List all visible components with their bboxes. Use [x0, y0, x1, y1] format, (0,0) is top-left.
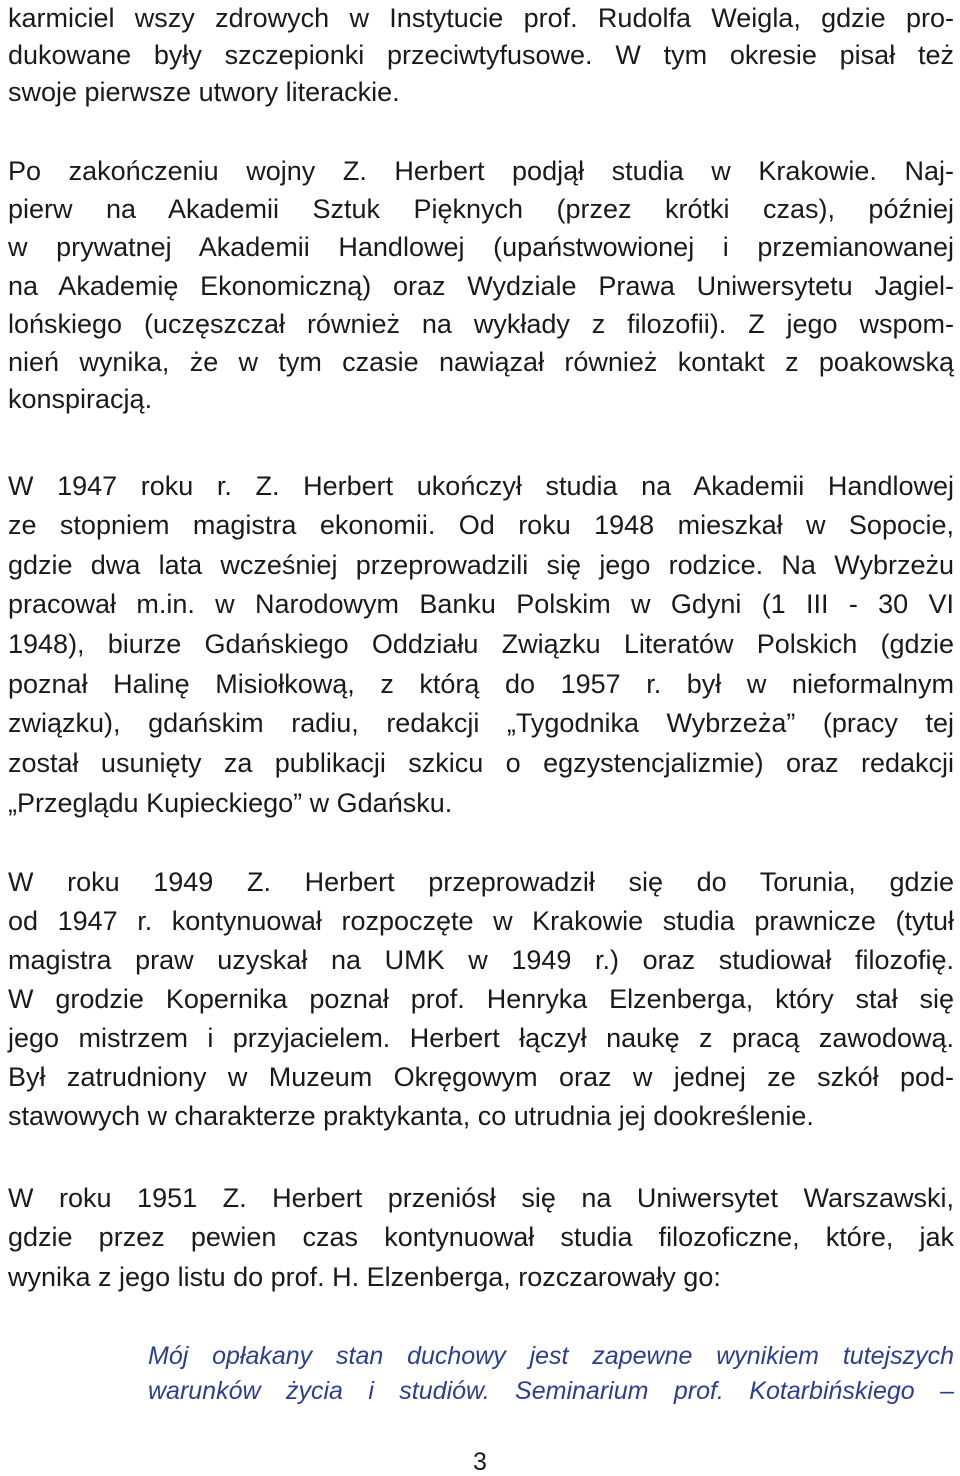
- text-line: na Akademię Ekonomiczną) oraz Wydziale Prawa Uniwersytetu Jagiel-: [8, 271, 954, 301]
- text-line: gdzie dwa lata wcześniej przeprowadzili się jego rodzice. Na Wybrzeżu: [8, 550, 954, 580]
- text-line: wynika z jego listu do prof. H. Elzenberga, rozczarowały go:: [8, 1262, 721, 1292]
- text-line: pierw na Akademii Sztuk Pięknych (przez krótki czas), później: [8, 194, 954, 224]
- text-line: W roku 1951 Z. Herbert przeniósł się na Uniwersytet Warszawski,: [8, 1183, 954, 1213]
- text-line: ze stopniem magistra ekonomii. Od roku 1948 mieszkał w Sopocie,: [8, 510, 954, 540]
- text-line: lońskiego (uczęszczał również na wykłady z filozofii). Z jego wspom-: [8, 309, 954, 339]
- text-line: 1948), biurze Gdańskiego Oddziału Związku Literatów Polskich (gdzie: [8, 629, 954, 659]
- text-line: konspiracją.: [8, 384, 153, 414]
- text-line: od 1947 r. kontynuował rozpoczęte w Krakowie studia prawnicze (tytuł: [8, 906, 954, 936]
- text-line: magistra praw uzyskał na UMK w 1949 r.) oraz studiował filozofię.: [8, 945, 954, 975]
- text-line: gdzie przez pewien czas kontynuował studia filozoficzne, które, jak: [8, 1222, 954, 1252]
- page-number: 3: [473, 1448, 487, 1476]
- text-line: związku), gdańskim radiu, redakcji „Tygodnika Wybrzeża” (pracy tej: [8, 708, 954, 738]
- text-line: Po zakończeniu wojny Z. Herbert podjął studia w Krakowie. Naj-: [8, 156, 954, 186]
- text-line: nień wynika, że w tym czasie nawiązał również kontakt z poakowską: [8, 347, 954, 377]
- text-line: stawowych w charakterze praktykanta, co utrudnia jej dookreślenie.: [8, 1101, 814, 1131]
- text-line: w prywatnej Akademii Handlowej (upaństwowionej i przemianowanej: [8, 232, 954, 262]
- text-line: jego mistrzem i przyjacielem. Herbert łączył naukę z pracą zawodową.: [8, 1023, 954, 1053]
- text-line: W grodzie Kopernika poznał prof. Henryka Elzenberga, który stał się: [8, 984, 954, 1014]
- text-line: dukowane były szczepionki przeciwtyfusowe. W tym okresie pisał też: [8, 40, 954, 70]
- text-line: karmiciel wszy zdrowych w Instytucie prof. Rudolfa Weigla, gdzie pro-: [8, 3, 954, 33]
- quote-line: Mój opłakany stan duchowy jest zapewne wynikiem tutejszych: [148, 1342, 954, 1370]
- text-line: „Przeglądu Kupieckiego” w Gdańsku.: [8, 788, 453, 818]
- text-line: W roku 1949 Z. Herbert przeprowadził się do Torunia, gdzie: [8, 867, 954, 897]
- quote-line: warunków życia i studiów. Seminarium prof. Kotarbińskiego –: [148, 1377, 954, 1405]
- text-line: swoje pierwsze utwory literackie.: [8, 77, 400, 107]
- text-line: Był zatrudniony w Muzeum Okręgowym oraz w jednej ze szkół pod-: [8, 1062, 954, 1092]
- text-line: pracował m.in. w Narodowym Banku Polskim w Gdyni (1 III - 30 VI: [8, 589, 954, 619]
- text-line: W 1947 roku r. Z. Herbert ukończył studia na Akademii Handlowej: [8, 471, 954, 501]
- text-line: poznał Halinę Misiołkową, z którą do 1957 r. był w nieformalnym: [8, 669, 954, 699]
- text-line: został usunięty za publikacji szkicu o egzystencjalizmie) oraz redakcji: [8, 748, 954, 778]
